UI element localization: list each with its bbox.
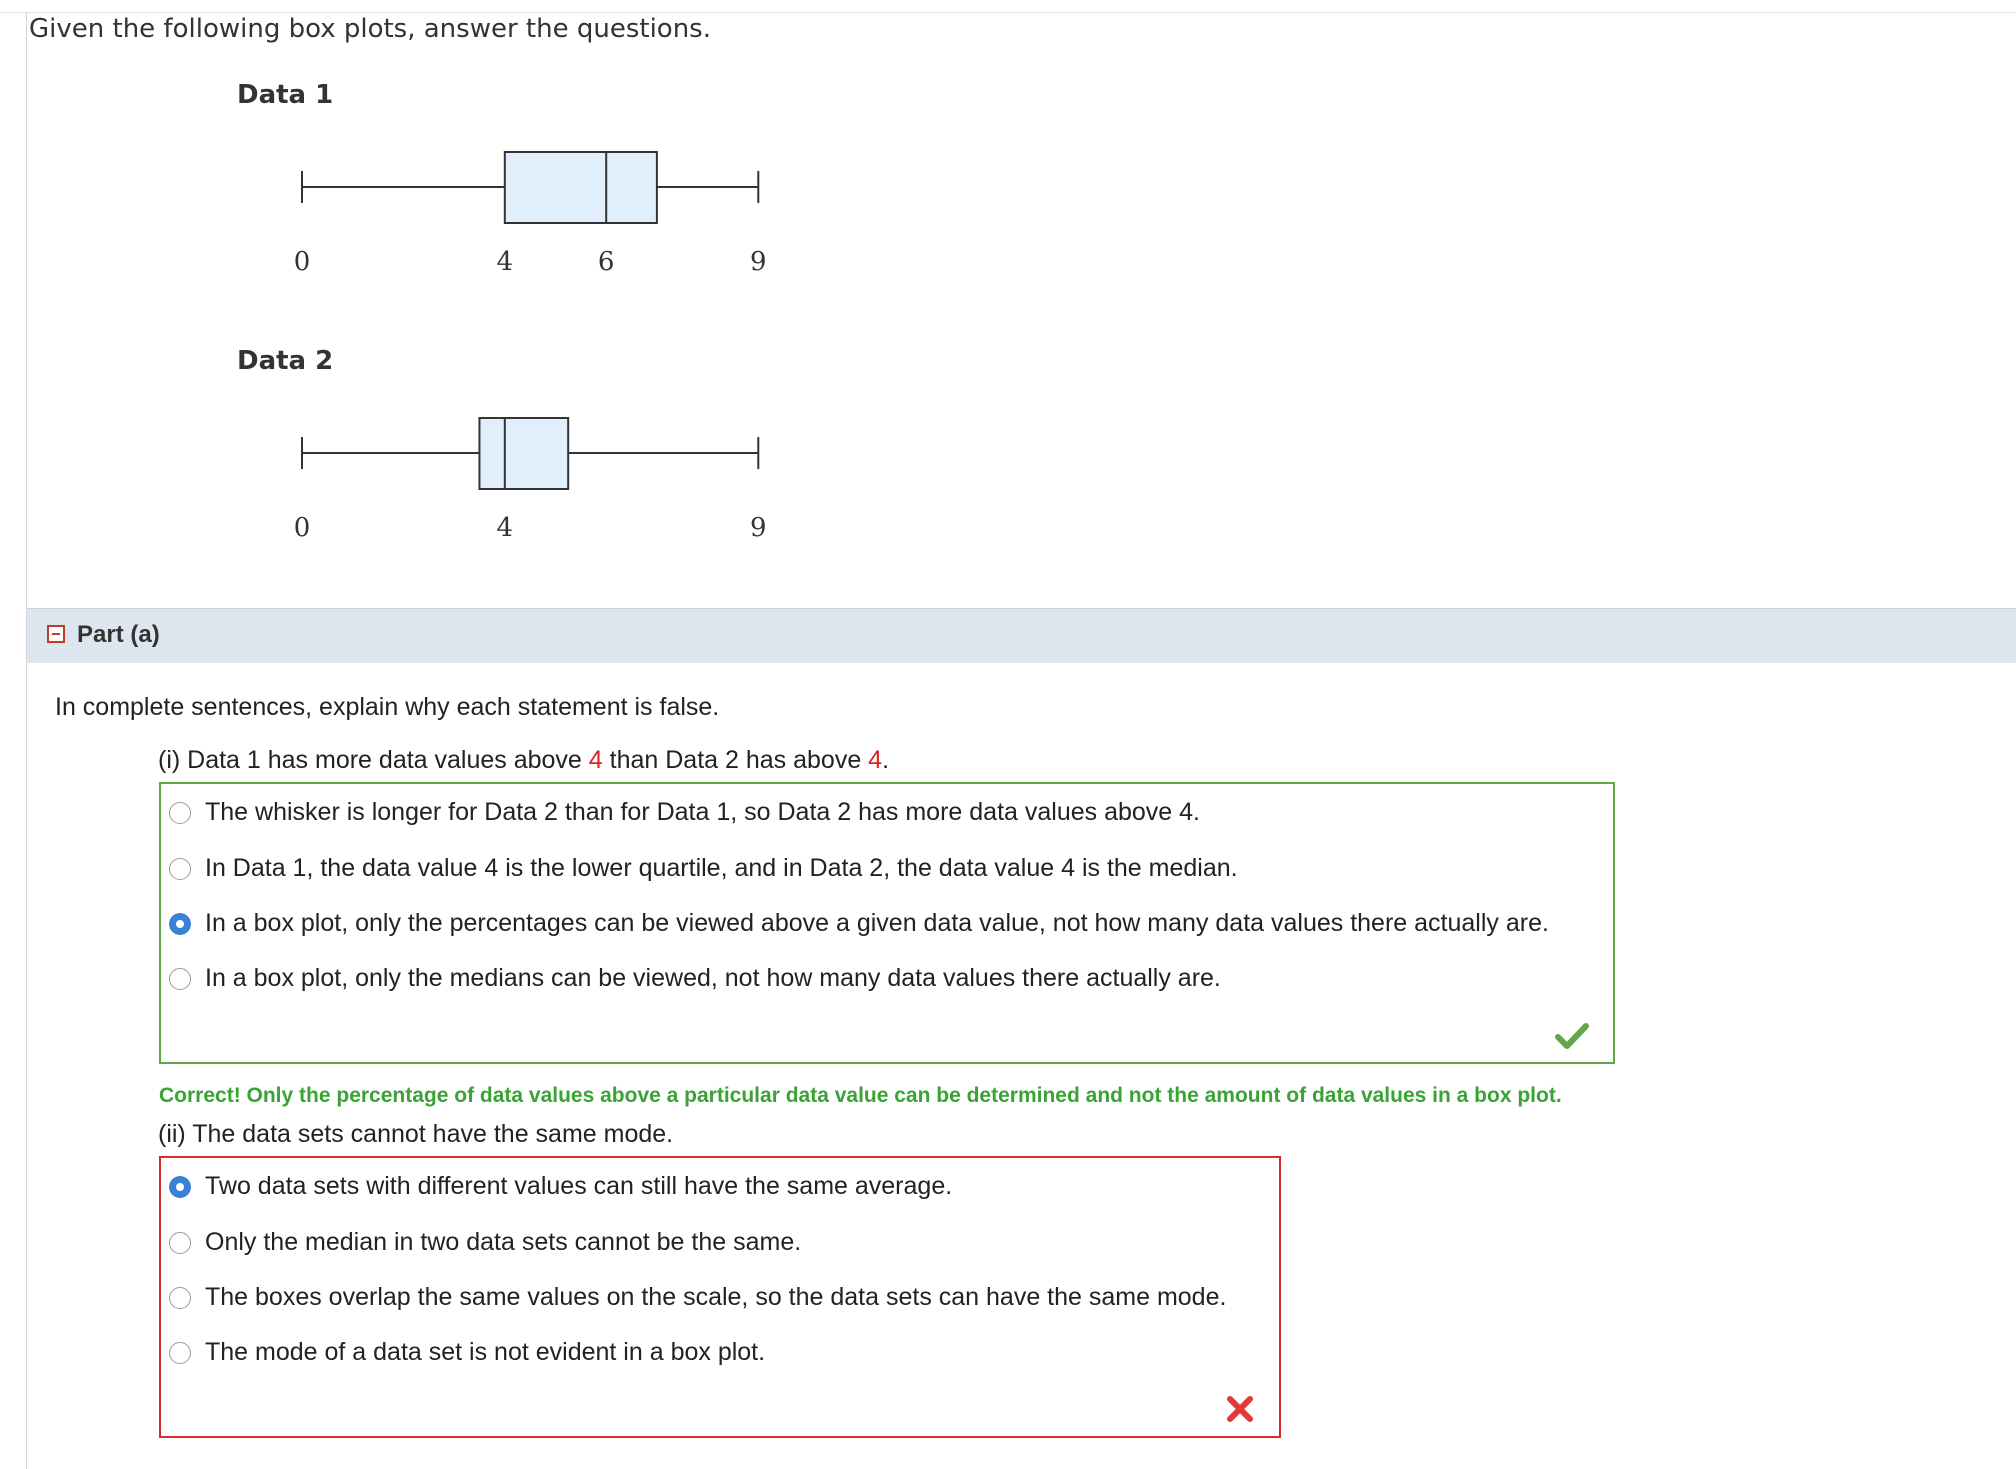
statement-ii: (ii) The data sets cannot have the same mode. [158,1120,674,1148]
option-i-b[interactable] [169,854,1238,883]
instruction-text: In complete sentences, explain why each statement is false. [55,693,720,721]
iqr-box [505,152,657,223]
radio-i-b[interactable] [169,858,191,880]
option-ii-c[interactable] [169,1283,1226,1312]
option-i-d-label: In a box plot, only the medians can be viewed, not how many data values there actually are. [205,964,1221,992]
tick-label: 4 [496,247,514,277]
option-ii-b[interactable] [169,1228,801,1257]
option-i-c[interactable] [169,909,1549,938]
feedback-i: Correct! Only the percentage of data values above a particular data value can be determined and not the amount of data values in a box plot. [159,1084,1562,1107]
data2-title: Data 2 [237,346,334,376]
option-ii-c-label: The boxes overlap the same values on the scale, so the data sets can have the same mode. [205,1283,1227,1311]
part-a-header[interactable] [27,608,2016,663]
option-ii-a-label: Two data sets with different values can still have the same average. [205,1172,953,1200]
option-ii-d-label: The mode of a data set is not evident in a box plot. [205,1338,766,1366]
option-ii-a[interactable] [169,1172,952,1201]
data2-boxplot [280,411,780,581]
statement-i-text-3: . [882,746,890,774]
option-i-b-label: In Data 1, the data value 4 is the lower quartile, and in Data 2, the data value 4 is the median. [205,854,1238,882]
answer-box-ii [159,1156,1281,1438]
data1-boxplot [280,145,780,315]
radio-ii-b[interactable] [169,1232,191,1254]
statement-i-text-2: than Data 2 has above [602,746,869,774]
option-i-d[interactable] [169,964,1221,993]
option-ii-d[interactable] [169,1338,765,1367]
left-divider [26,12,27,1469]
answer-box-i [159,782,1615,1064]
tick-label: 4 [496,513,514,543]
radio-i-a[interactable] [169,802,191,824]
tick-label: 0 [293,247,311,277]
radio-ii-d[interactable] [169,1342,191,1364]
checkmark-icon [1555,1022,1589,1050]
statement-i [158,746,889,775]
statement-i-value-1: 4 [588,746,603,774]
data1-title: Data 1 [237,80,334,110]
question-intro: Given the following box plots, answer the questions. [29,14,711,44]
part-a-label: Part (a) [77,621,160,648]
tick-label: 6 [597,247,615,277]
x-mark-icon [1225,1394,1255,1424]
iqr-box [479,418,568,489]
tick-label: 0 [293,513,311,543]
option-i-c-label: In a box plot, only the percentages can be viewed above a given data value, not how many data values there actually are. [205,909,1549,937]
radio-i-d[interactable] [169,968,191,990]
option-i-a-label: The whisker is longer for Data 2 than for Data 1, so Data 2 has more data values above 4. [205,798,1200,826]
tick-label: 9 [750,513,767,543]
tick-label: 9 [750,247,767,277]
collapse-icon[interactable] [47,625,65,643]
top-divider [0,0,2016,13]
radio-i-c[interactable] [169,913,191,935]
option-ii-b-label: Only the median in two data sets cannot be the same. [205,1228,802,1256]
statement-i-value-2: 4 [868,746,883,774]
statement-i-text-1: (i) Data 1 has more data values above [158,746,589,774]
radio-ii-a[interactable] [169,1176,191,1198]
radio-ii-c[interactable] [169,1287,191,1309]
option-i-a[interactable] [169,798,1200,827]
